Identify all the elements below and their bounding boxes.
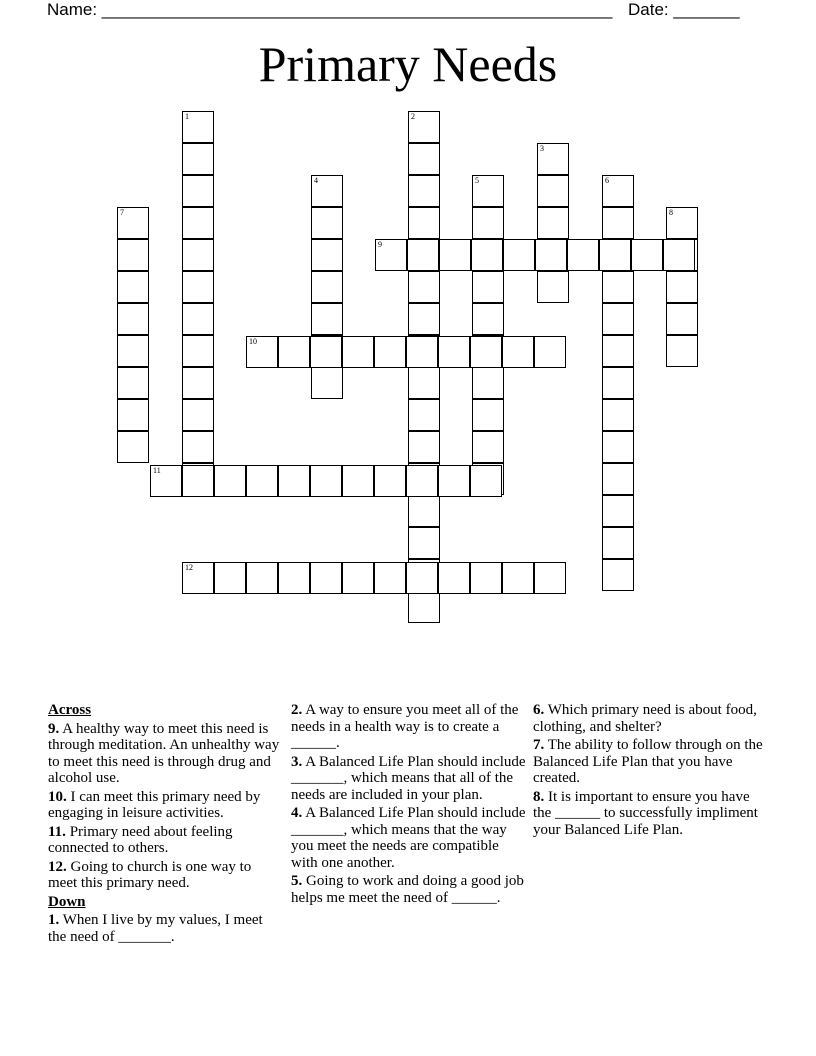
clue-number: 3. — [291, 753, 303, 770]
crossword-cell[interactable] — [408, 527, 440, 559]
crossword-cell[interactable] — [408, 175, 440, 207]
crossword-cell[interactable] — [311, 207, 343, 239]
clue-number: 11. — [48, 823, 66, 840]
crossword-cell[interactable] — [311, 175, 343, 207]
crossword-cell[interactable] — [408, 431, 440, 463]
crossword-cell[interactable] — [472, 175, 504, 207]
crossword-cell[interactable] — [602, 271, 634, 303]
clue-column-1 — [48, 702, 284, 947]
crossword-cell[interactable] — [311, 239, 343, 271]
crossword-cell[interactable] — [472, 367, 504, 399]
crossword-cell[interactable] — [439, 239, 471, 271]
page-title: Primary Needs — [258, 36, 558, 92]
crossword-cell[interactable] — [470, 562, 502, 594]
clue-column-2 — [291, 702, 527, 908]
crossword-cell[interactable] — [214, 562, 246, 594]
clue-number: 4 — [314, 176, 318, 185]
clue-text: I can meet this primary need by engaging in leisure activities. — [48, 788, 261, 821]
crossword-cell[interactable] — [278, 465, 310, 497]
crossword-cell[interactable] — [117, 271, 149, 303]
clue-number: 1. — [48, 912, 60, 928]
crossword-cell[interactable] — [666, 303, 698, 335]
clue-item — [48, 859, 284, 892]
clue-number: 2. — [291, 702, 303, 718]
crossword-cell[interactable] — [602, 431, 634, 463]
crossword-cell[interactable] — [663, 239, 695, 271]
crossword-cell[interactable] — [117, 335, 149, 367]
clue-text: A Balanced Life Plan should include _______, which means that the way you meet the needs are compatible with one another. — [291, 805, 526, 871]
clue-item — [291, 702, 527, 752]
crossword-cell[interactable] — [537, 143, 569, 175]
crossword-cell[interactable] — [599, 239, 631, 271]
clue-item — [48, 912, 284, 945]
clue-number: 1 — [185, 112, 189, 121]
clue-text: The ability to follow through on the Balanced Life Plan that you have created. — [533, 737, 763, 786]
crossword-cell[interactable] — [182, 303, 214, 335]
across-clue-list — [48, 721, 284, 892]
crossword-cell[interactable] — [117, 239, 149, 271]
crossword-cell[interactable] — [408, 303, 440, 335]
crossword-cell[interactable] — [472, 207, 504, 239]
crossword-cell[interactable] — [406, 336, 438, 368]
crossword-cell[interactable] — [342, 336, 374, 368]
crossword-cell[interactable] — [602, 399, 634, 431]
clue-item — [291, 754, 527, 804]
crossword-cell[interactable] — [246, 465, 278, 497]
crossword-cell[interactable] — [406, 562, 438, 594]
date-field: Date: _______ — [628, 0, 740, 19]
clue-number: 8. — [533, 788, 545, 805]
clue-item — [291, 805, 527, 871]
clue-number: 12. — [48, 858, 67, 875]
crossword-cell[interactable] — [311, 367, 343, 399]
crossword-cell[interactable] — [117, 367, 149, 399]
clue-text: Going to church is one way to meet this primary need. — [48, 858, 252, 891]
crossword-cell[interactable] — [342, 465, 374, 497]
crossword-cell[interactable] — [472, 399, 504, 431]
clue-text: A healthy way to meet this need is through meditation. An unhealthy way to meet this need is through drug and alcohol use. — [48, 720, 280, 786]
clue-column-3 — [533, 702, 769, 840]
crossword-cell[interactable] — [182, 175, 214, 207]
crossword-cell[interactable] — [602, 367, 634, 399]
crossword-cell[interactable] — [438, 465, 470, 497]
crossword-cell[interactable] — [602, 559, 634, 591]
crossword-cell[interactable] — [182, 207, 214, 239]
clue-number: 9. — [48, 720, 60, 737]
crossword-cell[interactable] — [534, 562, 566, 594]
crossword-cell[interactable] — [182, 111, 214, 143]
crossword-cell[interactable] — [310, 465, 342, 497]
crossword-cell[interactable] — [311, 303, 343, 335]
crossword-cell[interactable] — [214, 465, 246, 497]
crossword-cell[interactable] — [150, 465, 182, 497]
crossword-cell[interactable] — [182, 399, 214, 431]
crossword-cell[interactable] — [567, 239, 599, 271]
clue-text: When I live by my values, I meet the need of _______. — [48, 912, 263, 945]
clue-number: 4. — [291, 805, 303, 821]
clue-item — [533, 702, 769, 735]
clue-number: 11 — [153, 466, 161, 475]
crossword-cell[interactable] — [408, 271, 440, 303]
crossword-cell[interactable] — [278, 336, 310, 368]
clue-item — [291, 873, 527, 906]
crossword-cell[interactable] — [182, 367, 214, 399]
crossword-cell[interactable] — [408, 207, 440, 239]
crossword-cell[interactable] — [117, 303, 149, 335]
crossword-cell[interactable] — [666, 335, 698, 367]
crossword-cell[interactable] — [374, 336, 406, 368]
clue-number: 9 — [378, 240, 382, 249]
clue-number: 6 — [605, 176, 609, 185]
crossword-cell[interactable] — [666, 207, 698, 239]
clue-number: 3 — [540, 144, 544, 153]
clue-text: Going to work and doing a good job helps me meet the need of ______. — [291, 873, 524, 906]
crossword-cell[interactable] — [182, 465, 214, 497]
crossword-cell[interactable] — [537, 175, 569, 207]
crossword-cell[interactable] — [407, 239, 439, 271]
crossword-cell[interactable] — [602, 527, 634, 559]
crossword-cell[interactable] — [602, 463, 634, 495]
clue-number: 7. — [533, 737, 545, 753]
clue-item — [533, 737, 769, 787]
crossword-cell[interactable] — [246, 336, 278, 368]
crossword-cell[interactable] — [342, 562, 374, 594]
crossword-cell[interactable] — [182, 239, 214, 271]
crossword-cell[interactable] — [502, 336, 534, 368]
crossword-cell[interactable] — [374, 562, 406, 594]
clue-number: 10 — [249, 337, 257, 346]
clue-item — [48, 824, 284, 857]
clue-number: 2 — [411, 112, 415, 121]
clue-number: 5. — [291, 873, 303, 889]
crossword-cell[interactable] — [374, 465, 406, 497]
down-clue-list — [291, 702, 527, 906]
crossword-cell[interactable] — [535, 239, 567, 271]
crossword-cell[interactable] — [408, 367, 440, 399]
crossword-cell[interactable] — [438, 562, 470, 594]
across-heading: Across — [48, 702, 92, 718]
crossword-cell[interactable] — [246, 562, 278, 594]
crossword-cell[interactable] — [408, 143, 440, 175]
clue-item — [48, 789, 284, 822]
crossword-cell[interactable] — [602, 303, 634, 335]
crossword-cell[interactable] — [470, 465, 502, 497]
crossword-cell[interactable] — [182, 143, 214, 175]
crossword-cell[interactable] — [537, 207, 569, 239]
clue-item — [533, 789, 769, 839]
crossword-cell[interactable] — [117, 431, 149, 463]
crossword-cell[interactable] — [534, 336, 566, 368]
clue-number: 6. — [533, 702, 545, 718]
crossword-cell[interactable] — [310, 562, 342, 594]
crossword-cell[interactable] — [408, 111, 440, 143]
down-clue-list — [48, 912, 284, 945]
down-clue-list — [533, 702, 769, 838]
crossword-cell[interactable] — [472, 271, 504, 303]
crossword-cell[interactable] — [602, 207, 634, 239]
crossword-cell[interactable] — [375, 239, 407, 271]
name-field: Name: ______________________________________________________ — [47, 0, 613, 19]
crossword-cell[interactable] — [182, 431, 214, 463]
crossword-cell[interactable] — [117, 399, 149, 431]
crossword-cell[interactable] — [182, 562, 214, 594]
clue-number: 12 — [185, 563, 193, 572]
clue-text: A Balanced Life Plan should include _______, which means that all of the needs are included in your plan. — [291, 753, 526, 803]
crossword-cell[interactable] — [502, 562, 534, 594]
crossword-cell[interactable] — [408, 495, 440, 527]
crossword-cell[interactable] — [278, 562, 310, 594]
crossword-cell[interactable] — [471, 239, 503, 271]
crossword-cell[interactable] — [631, 239, 663, 271]
crossword-cell[interactable] — [438, 336, 470, 368]
clue-number: 5 — [475, 176, 479, 185]
crossword-cell[interactable] — [472, 431, 504, 463]
clue-text: It is important to ensure you have the ______ to successfully impliment your Balanced Life Plan. — [533, 788, 758, 838]
clue-number: 10. — [48, 788, 67, 805]
clue-text: Primary need about feeling connected to others. — [48, 823, 233, 856]
crossword-cell[interactable] — [117, 207, 149, 239]
crossword-cell[interactable] — [472, 303, 504, 335]
crossword-cell[interactable] — [182, 335, 214, 367]
crossword-cell[interactable] — [408, 591, 440, 623]
clue-text: Which primary need is about food, clothing, and shelter? — [533, 702, 757, 735]
crossword-cell[interactable] — [310, 336, 342, 368]
crossword-cell[interactable] — [537, 271, 569, 303]
crossword-cell[interactable] — [406, 465, 438, 497]
crossword-cell[interactable] — [602, 495, 634, 527]
clue-text: A way to ensure you meet all of the needs in a health way is to create a ______. — [291, 702, 519, 751]
crossword-cell[interactable] — [408, 399, 440, 431]
crossword-cell[interactable] — [470, 336, 502, 368]
crossword-cell[interactable] — [602, 335, 634, 367]
crossword-cell[interactable] — [503, 239, 535, 271]
crossword-cell[interactable] — [602, 175, 634, 207]
crossword-cell[interactable] — [311, 271, 343, 303]
clue-number: 8 — [669, 208, 673, 217]
crossword-cell[interactable] — [666, 271, 698, 303]
clue-item — [48, 721, 284, 787]
down-heading: Down — [48, 893, 86, 910]
crossword-cell[interactable] — [182, 271, 214, 303]
clue-number: 7 — [120, 208, 124, 217]
